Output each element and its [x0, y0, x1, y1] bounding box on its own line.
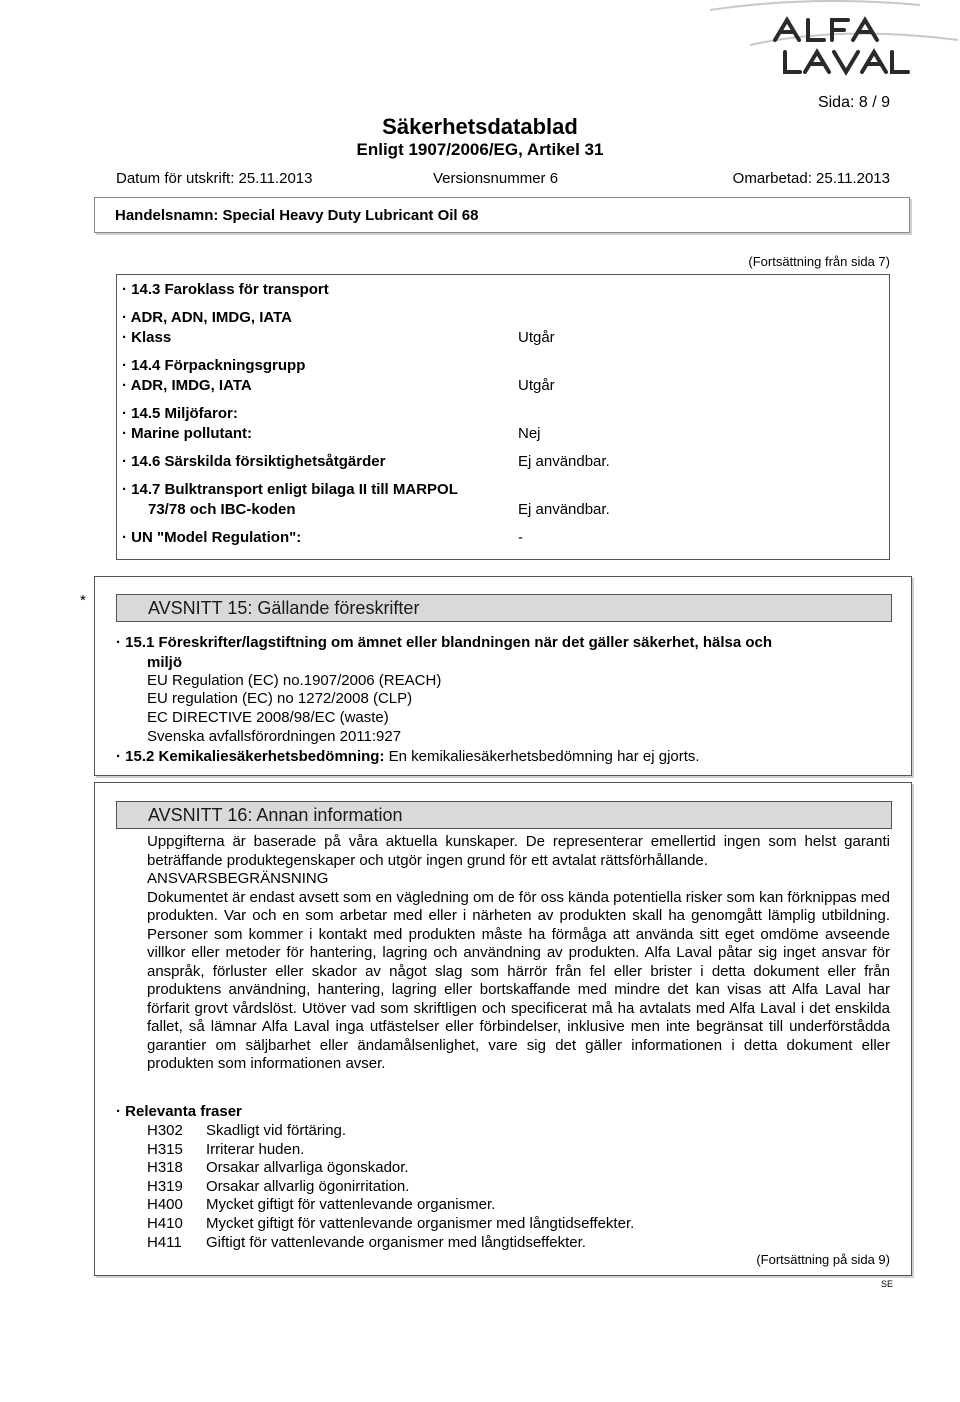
row-label: 73/78 och IBC-koden — [148, 501, 296, 518]
section-14-box — [116, 274, 890, 560]
trade-name: Handelsnamn: Special Heavy Duty Lubricant Oil 68 — [115, 207, 479, 224]
trade-name-box — [94, 197, 910, 233]
phrase-text: Orsakar allvarlig ögonirritation. — [206, 1178, 410, 1195]
phrase-code: H411 — [147, 1234, 182, 1251]
section-15-box — [94, 576, 912, 776]
regulation: Svenska avfallsförordningen 2011:927 — [147, 728, 402, 745]
phrase-code: H318 — [147, 1159, 183, 1176]
regulation: EC DIRECTIVE 2008/98/EC (waste) — [147, 709, 389, 726]
phrase-text: Giftigt för vattenlevande organismer med långtidseffekter. — [206, 1234, 586, 1251]
alfa-laval-logo — [690, 0, 960, 80]
phrase-code: H319 — [147, 1178, 183, 1195]
disclaimer-text: Dokumentet är endast avsett som en vägledning om de för oss kända potentiella risker som kan förknippas med produkten. Var och en som arbetar med eller i närheten av produkten skall ha genomgått lämplig utbildning. Personer som kommer i kontakt med produkten måste ha förmåga att använda sitt eget omdöme avseende villkor eller metoder för hantering, lagring och användning av produkten. Alfa Laval påtar sig inget ansvar för anspråk, förluster eller skador av något slag som härrör från fel eller brister i detta dokument eller från produktens användning, hantering, lagring eller bortskaffande med mindre det kan visas att Alfa Laval har förfarit grovt vårdslöst. Utöver vad som skriftligen och specificerat må ha avtalats med Alfa Laval i det enskilda fallet, så lämnar Alfa Laval inga utfästelser eller förbindelser, inklusive men inte begränsat till underförstådda garantier om säljbarhet eller ändamålsenlighet, vare sig det gäller informationen i detta dokument eller produkten som informationen avser. — [147, 888, 890, 1072]
row-value: Ej användbar. — [518, 453, 610, 470]
row-label: · 14.5 Miljöfaror: — [122, 405, 238, 422]
item-15-2-value: En kemikaliesäkerhetsbedömning har ej gjorts. — [388, 748, 700, 765]
section-16-title: AVSNITT 16: Annan information — [148, 805, 403, 825]
phrase-code: H400 — [147, 1196, 183, 1213]
phrase-text: Mycket giftigt för vattenlevande organismer. — [206, 1196, 496, 1213]
change-marker: * — [80, 592, 86, 609]
row-label: · 14.4 Förpackningsgrupp — [122, 357, 306, 374]
regulation: EU Regulation (EC) no.1907/2006 (REACH) — [147, 672, 442, 689]
row-label: · Klass — [122, 329, 172, 346]
section-16-header — [116, 801, 892, 829]
row-value: Utgår — [518, 377, 555, 394]
row-label: · UN "Model Regulation": — [122, 529, 302, 546]
phrase-code: H302 — [147, 1122, 183, 1139]
row-label: · Marine pollutant: — [122, 425, 252, 442]
section-16-box — [94, 782, 912, 1276]
disclaimer-title: ANSVARSBEGRÄNSNING — [147, 870, 329, 887]
print-date: Datum för utskrift: 25.11.2013 — [116, 170, 313, 187]
phrase-text: Orsakar allvarliga ögonskador. — [206, 1159, 409, 1176]
version-number: Versionsnummer 6 — [433, 170, 559, 187]
logo-text: ALFA LAVAL — [840, 78, 846, 79]
phrase-text: Skadligt vid förtäring. — [206, 1122, 347, 1139]
document-title: Säkerhetsdatablad — [382, 114, 578, 139]
row-value: Utgår — [518, 329, 555, 346]
section-16-text — [147, 833, 890, 1074]
continued-on: (Fortsättning på sida 9) — [756, 1252, 890, 1267]
phrase-code: H315 — [147, 1141, 183, 1158]
row-label: · ADR, ADN, IMDG, IATA — [122, 309, 292, 326]
row-label: · 14.6 Särskilda försiktighetsåtgärder — [122, 453, 386, 470]
page-number: Sida: 8 / 9 — [817, 94, 890, 111]
section-15-header — [116, 594, 892, 622]
row-label: · ADR, IMDG, IATA — [122, 377, 252, 394]
row-value: Nej — [518, 425, 541, 442]
row-value: - — [518, 529, 523, 546]
language-code: SE — [881, 1279, 894, 1289]
row-value: Ej användbar. — [518, 501, 610, 518]
document-subtitle: Enligt 1907/2006/EG, Artikel 31 — [356, 140, 604, 159]
item-15-1-label: · 15.1 Föreskrifter/lagstiftning om ämnet eller blandningen när det gäller säkerhet, hälsa och — [116, 634, 773, 651]
item-15-2-label: · 15.2 Kemikaliesäkerhetsbedömning: — [116, 748, 385, 765]
intro-text: Uppgifterna är baserade på våra aktuella kunskaper. De representerar emellertid ingen som helst garanti beträffande produktegenskaper och utgör ingen grund för ett avtalat rättsförhållande. — [147, 833, 890, 869]
section-15-title: AVSNITT 15: Gällande föreskrifter — [148, 598, 420, 618]
row-label: · 14.3 Faroklass för transport — [122, 281, 329, 298]
phrase-text: Mycket giftigt för vattenlevande organismer med långtidseffekter. — [206, 1215, 635, 1232]
phrase-code: H410 — [147, 1215, 183, 1232]
continued-from: (Fortsättning från sida 7) — [748, 254, 890, 269]
regulation: EU regulation (EC) no 1272/2008 (CLP) — [147, 690, 413, 707]
phrase-text: Irriterar huden. — [206, 1141, 305, 1158]
phrases-title: · Relevanta fraser — [116, 1103, 242, 1120]
item-15-1-label-cont: miljö — [147, 654, 183, 671]
revised-date: Omarbetad: 25.11.2013 — [732, 170, 890, 187]
row-label: · 14.7 Bulktransport enligt bilaga II till MARPOL — [122, 481, 458, 498]
